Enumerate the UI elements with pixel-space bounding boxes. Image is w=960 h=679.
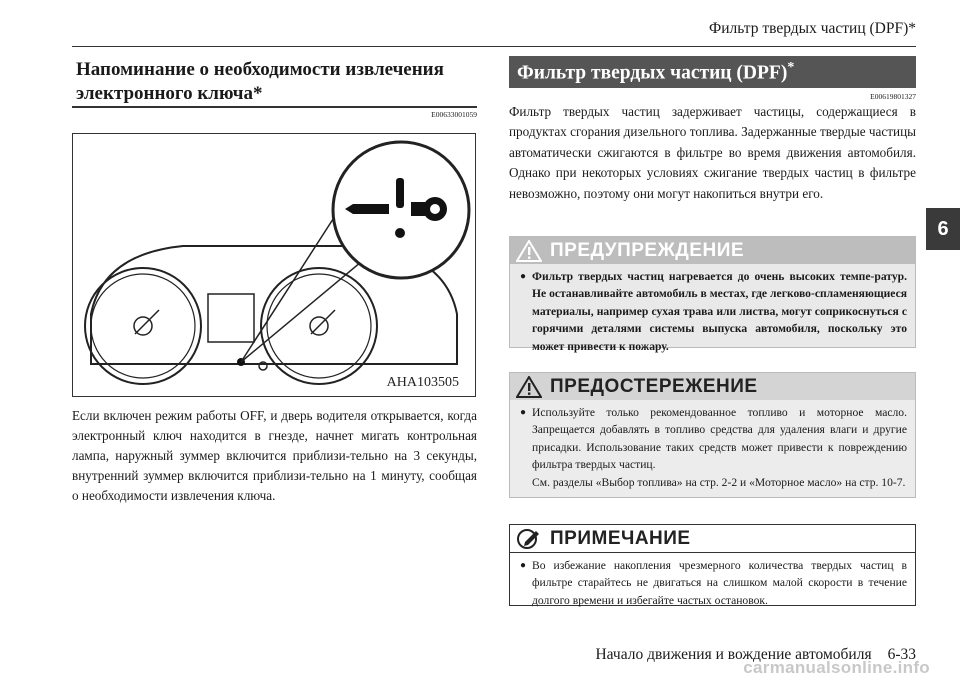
center-display (208, 294, 254, 342)
note-header (510, 525, 915, 553)
header-rule (72, 46, 916, 47)
caution-triangle-icon (516, 376, 542, 398)
warning-title: ПРЕДУПРЕЖДЕНИЕ (550, 239, 745, 261)
note-title: ПРИМЕЧАНИЕ (550, 527, 691, 549)
bullet-icon: ● (520, 407, 527, 418)
section-code: E00633001059 (431, 110, 477, 119)
left-gauge-needle (135, 310, 159, 334)
bullet-icon: ● (520, 560, 527, 571)
caution-title: ПРЕДОСТЕРЕЖЕНИЕ (550, 375, 758, 397)
section-heading-text: Фильтр твердых частиц (DPF)* (517, 59, 795, 84)
watermark: carmanualsonline.info (743, 658, 930, 677)
footer-section: Начало движения и вождение автомобиля (595, 646, 872, 663)
warning-item (520, 268, 907, 355)
note-item (520, 557, 907, 609)
callout-line-a (241, 216, 335, 362)
section-heading-key-reminder (72, 56, 477, 108)
instrument-cluster-figure (72, 133, 476, 397)
right-gauge-needle (311, 310, 335, 334)
warning-text: Фильтр твердых частиц нагревается до очень высоких темпе-ратур. Не останавливайте автомобиль в местах, где легково-спламеняющиеся материалы, например сухая трава или листва, могут соприкоснуться с горячими деталями системы выпуска автомобиля, поскольку это может привести к пожару. (532, 270, 907, 353)
note-text: Во избежание накопления чрезмерного количества твердых частиц в фильтре старайтесь не двигаться на слишком малой скорости в течение долгого времени и избегайте частых остановок. (532, 559, 907, 607)
instrument-cluster-illustration (73, 134, 475, 396)
warning-box (509, 236, 916, 353)
bullet-icon: ● (520, 271, 527, 282)
caution-header (510, 373, 915, 400)
warning-header (510, 237, 915, 264)
caution-text: Используйте только рекомендованное топливо и моторное масло. Запрещается добавлять в топливо средства для удаления влаги и другие присадки. Использование таких средств может привести к повреждению фильтра твердых частиц. (532, 406, 907, 472)
dpf-body-text: Фильтр твердых частиц задерживает частицы, содержащиеся в продуктах сгорания дизельного топлива. Задержанные твердые частицы автоматически сжигаются в фильтре во время движения автомобиля. Однако при некоторых условиях сжигание твердых частиц в фильтре невозможно, поэтому они могут накопиться внутри его. (509, 104, 916, 201)
section-heading-text: Напоминание о необходимости извлечения электронного ключа* (76, 59, 444, 104)
page-number: 6-33 (887, 646, 916, 663)
key-reminder-body-text: Если включен режим работы OFF, и дверь водителя открывается, когда электронный ключ находится в гнезде, начнет мигать контрольная лампа, наружный зуммер включится приблизи-тельно на 3 секунды, внутренний зуммер включится приблизи-тельно на 1 минуту, сообщая о необходимости извлечения ключа. (72, 408, 477, 503)
note-pencil-icon (516, 528, 542, 550)
page-header-title: Фильтр твердых частиц (DPF)* (709, 20, 916, 37)
heading-asterisk: * (787, 59, 795, 75)
caution-box (509, 372, 916, 498)
caution-reference: См. разделы «Выбор топлива» на стр. 2-2 и «Моторное масло» на стр. 10-7. (532, 475, 906, 489)
section-heading-dpf (509, 56, 916, 88)
caution-item (520, 404, 907, 491)
section-code: E00619801327 (870, 92, 916, 101)
figure-label: AHA103505 (386, 375, 459, 390)
warning-triangle-icon (516, 240, 542, 262)
note-box (509, 524, 916, 606)
chapter-tab[interactable]: 6 (926, 208, 960, 250)
